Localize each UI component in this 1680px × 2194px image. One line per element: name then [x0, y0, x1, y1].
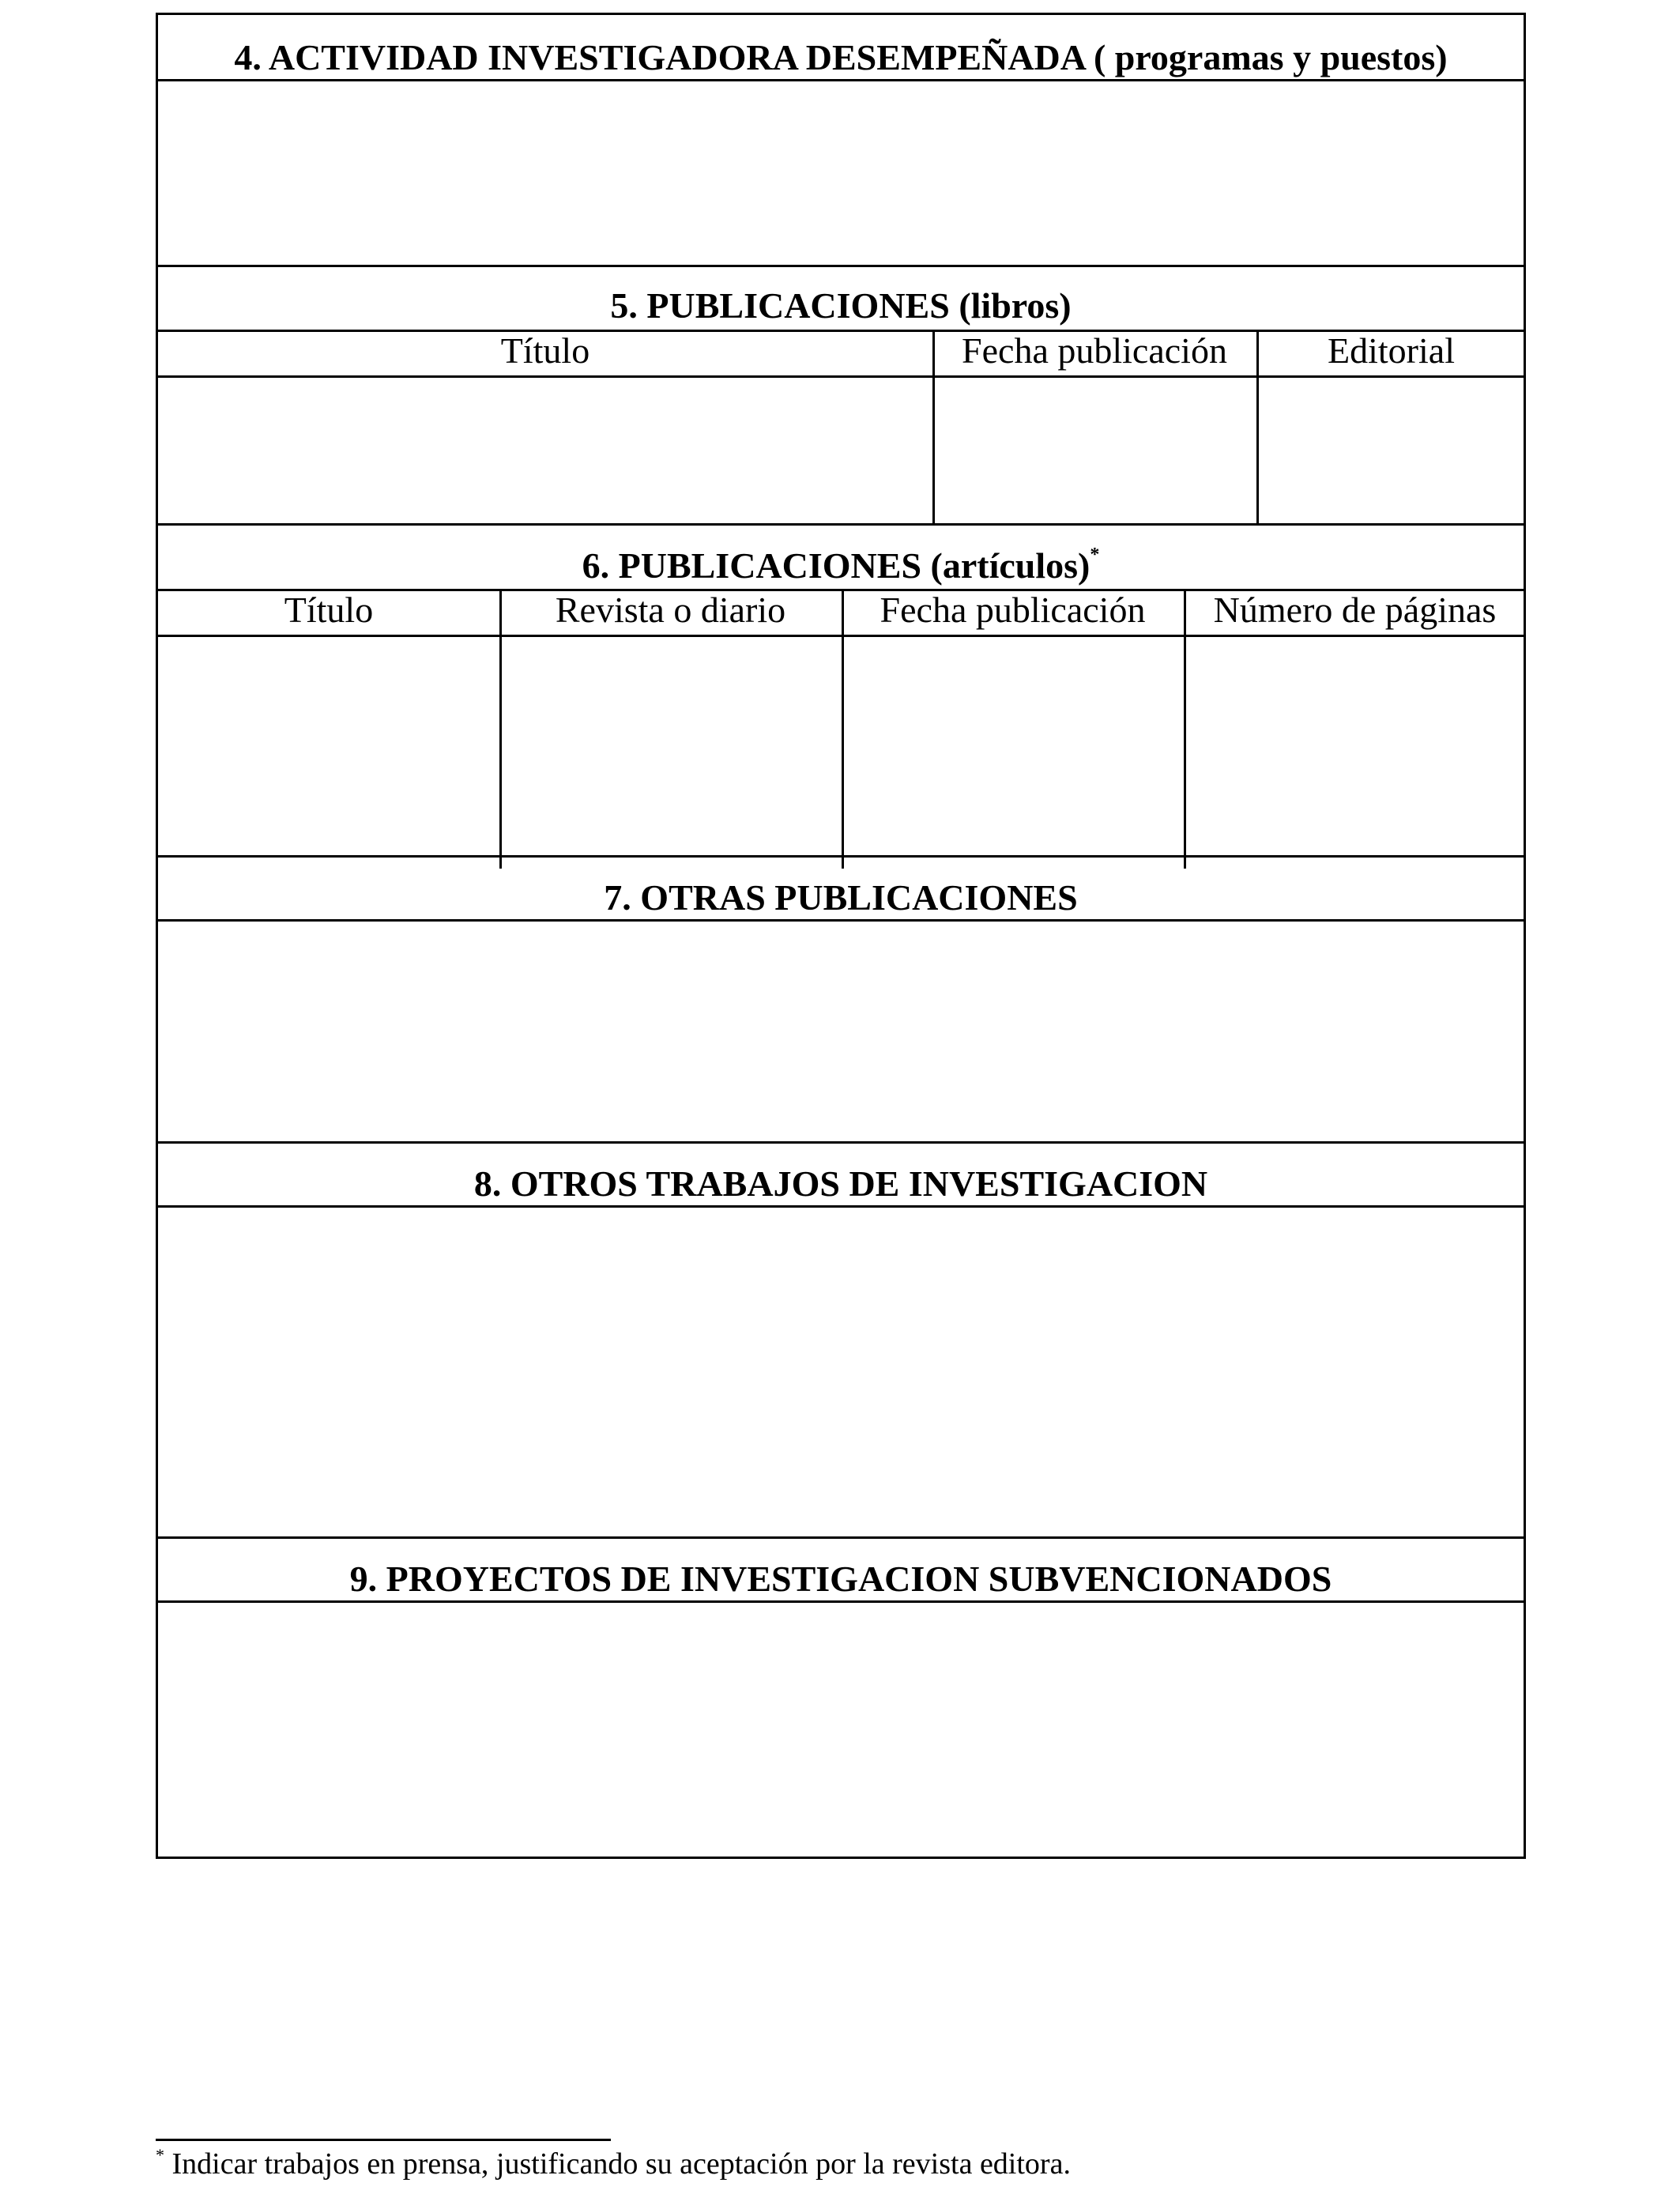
books-col-editorial: Editorial: [1328, 330, 1455, 371]
section-9-answer-area[interactable]: [158, 1603, 1524, 1857]
articles-titulo-cell[interactable]: [158, 637, 498, 869]
cv-research-form: [156, 13, 1526, 1859]
articles-col-fecha: Fecha publicación: [880, 590, 1146, 630]
articles-col-paginas: Número de páginas: [1213, 590, 1497, 630]
section-6-title-text: 6. PUBLICACIONES (artículos): [582, 545, 1090, 586]
books-fecha-cell[interactable]: [935, 378, 1255, 523]
footnote-text: Indicar trabajos en prensa, justificando su aceptación por la revista editora.: [164, 2147, 1071, 2181]
section-6-title: [158, 547, 1524, 585]
divider: [158, 855, 1524, 858]
articles-revista-cell[interactable]: [502, 637, 840, 869]
footnote-rule: [156, 2139, 611, 2141]
section-8-title: 8. OTROS TRABAJOS DE INVESTIGACION: [473, 1163, 1208, 1204]
footnote-marker: *: [1090, 545, 1100, 565]
books-editorial-cell[interactable]: [1259, 378, 1526, 523]
articles-fecha-cell[interactable]: [844, 637, 1182, 869]
footnote: [156, 2145, 1071, 2181]
articles-paginas-cell[interactable]: [1186, 637, 1526, 869]
section-5-title: 5. PUBLICACIONES (libros): [610, 285, 1072, 326]
articles-col-revista: Revista o diario: [555, 590, 786, 630]
section-4-answer-area[interactable]: [158, 81, 1524, 276]
section-9-title: 9. PROYECTOS DE INVESTIGACION SUBVENCIONADOS: [349, 1559, 1332, 1599]
articles-col-titulo: Título: [284, 590, 374, 630]
divider: [158, 1141, 1524, 1144]
divider: [158, 265, 1524, 267]
books-col-fecha: Fecha publicación: [962, 330, 1227, 371]
section-7-answer-area[interactable]: [158, 922, 1524, 1139]
divider: [158, 1536, 1524, 1539]
divider: [158, 523, 1524, 526]
books-col-titulo: Título: [500, 330, 590, 371]
section-8-answer-area[interactable]: [158, 1208, 1524, 1536]
section-7-title: 7. OTRAS PUBLICACIONES: [604, 877, 1078, 918]
footnote-marker: *: [156, 2145, 164, 2165]
books-titulo-cell[interactable]: [158, 378, 931, 523]
section-4-title: 4. ACTIVIDAD INVESTIGADORA DESEMPEÑADA ( programas y puestos): [234, 37, 1448, 77]
